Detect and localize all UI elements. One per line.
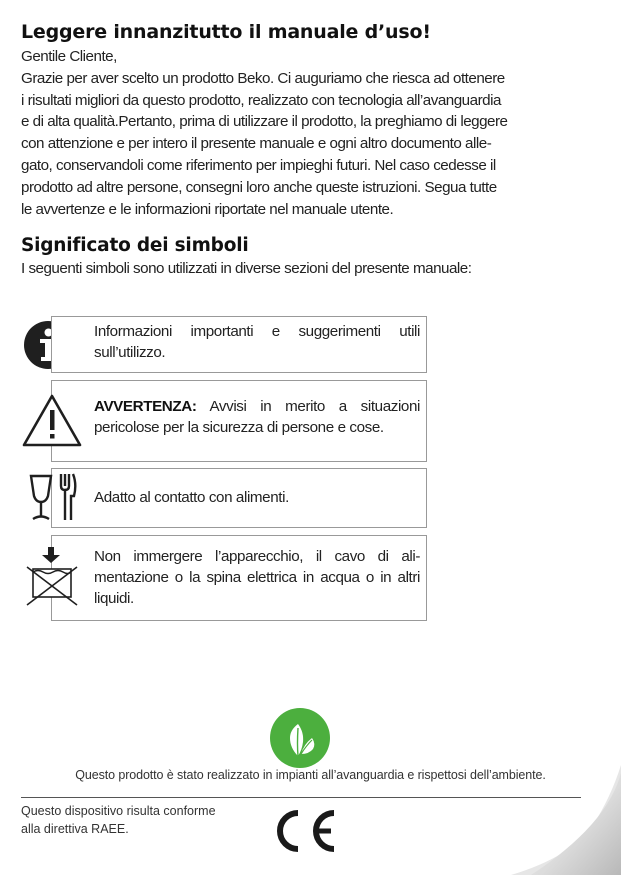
no-immersion-icon [24, 546, 80, 608]
intro-line: e di alta qualità.Pertanto, prima di utilizzare il prodotto, la preghiamo di leggere [21, 113, 508, 131]
symbols-subtitle: I seguenti simboli sono utilizzati in diverse sezioni del presente manuale: [21, 260, 472, 277]
symbol-info-text: Informazioni importanti e suggerimenti utili sull’utilizzo. [94, 323, 420, 361]
symbol-immersion-text: Non immergere l’apparecchio, il cavo di ali-mentazione o la spina elettrica in acqua o in altri liquidi. [94, 548, 420, 607]
symbol-immersion-box [51, 535, 427, 621]
warning-description: Avvisi in merito a situazioni pericolose per la sicurezza di persone e cose. [94, 398, 420, 436]
page-curl-decoration [511, 765, 621, 875]
intro-line: Gentile Cliente, [21, 48, 117, 65]
symbol-warning-box [51, 380, 427, 462]
intro-paragraph [21, 46, 586, 220]
intro-line: prodotto ad altre persone, consegni loro anche queste istruzioni. Segua tutte [21, 178, 497, 196]
eco-leaf-icon [270, 708, 330, 768]
intro-line: Grazie per aver scelto un prodotto Beko. Ci auguriamo che riesca ad ottenere [21, 69, 505, 87]
weee-statement [21, 802, 216, 838]
weee-line: alla direttiva RAEE. [21, 822, 129, 836]
eco-statement: Questo prodotto è stato realizzato in impianti all’avanguardia e rispettosi dell’ambiente. [75, 768, 546, 782]
intro-line: i risultati migliori da questo prodotto, realizzato con tecnologia all’avanguardia [21, 91, 501, 109]
symbol-info-box [51, 316, 427, 373]
intro-line: gato, conservandoli come riferimento per impieghi futuri. Nel caso cedesse il [21, 156, 496, 174]
food-contact-icon [27, 470, 79, 524]
ce-mark-icon [268, 806, 338, 856]
symbols-title: Significato dei simboli [21, 235, 249, 256]
warning-icon [21, 393, 83, 448]
intro-line: le avvertenze e le informazioni riportate nel manuale utente. [21, 200, 394, 218]
intro-title: Leggere innanzitutto il manuale d’uso! [21, 21, 431, 43]
symbol-food-box [51, 468, 427, 528]
warning-label: AVVERTENZA: [94, 398, 197, 415]
symbol-food-text: Adatto al contatto con alimenti. [94, 489, 289, 506]
symbol-warning-text [94, 396, 420, 438]
weee-line: Questo dispositivo risulta conforme [21, 804, 216, 818]
footer-divider [21, 797, 581, 798]
intro-line: con attenzione e per intero il presente manuale e ogni altro documento alle- [21, 135, 492, 153]
